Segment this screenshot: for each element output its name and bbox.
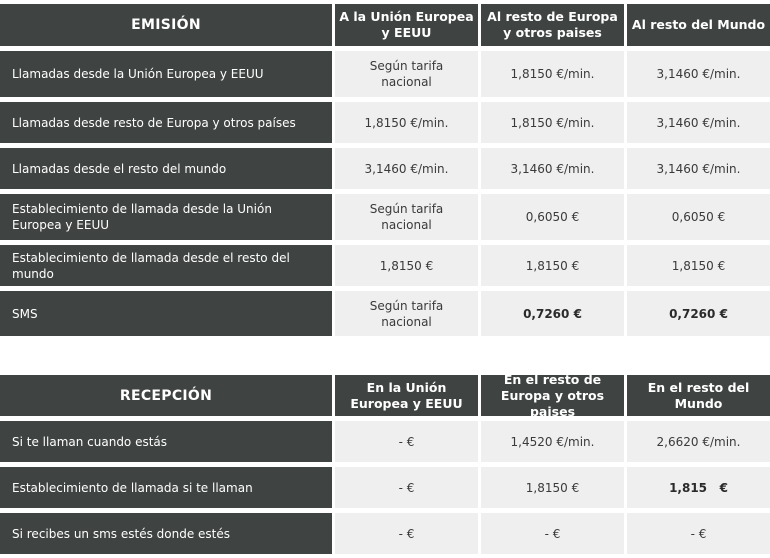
rate-cell: - € [335, 467, 478, 508]
col-header-resto-europa: En el resto de Europa y otros paises [481, 375, 624, 416]
recepcion-header: RECEPCIÓN [0, 375, 332, 416]
col-header-eu-eeuu: En la Unión Europea y EEUU [335, 375, 478, 416]
rate-cell: 1,8150 € [627, 245, 770, 286]
rate-cell: 1,815 € [627, 467, 770, 508]
rate-cell: 1,4520 €/min. [481, 421, 624, 462]
rate-cell: - € [335, 513, 478, 554]
emision-header: EMISIÓN [0, 4, 332, 46]
rate-cell: 0,6050 € [481, 194, 624, 240]
rate-cell: 1,8150 €/min. [335, 102, 478, 143]
rate-cell: 1,8150 €/min. [481, 51, 624, 97]
row-label: Si recibes un sms estés donde estés [0, 513, 332, 554]
rate-cell: 3,1460 €/min. [481, 148, 624, 189]
rate-cell: - € [627, 513, 770, 554]
rate-cell: 0,7260 € [481, 291, 624, 336]
rate-cell: 3,1460 €/min. [627, 102, 770, 143]
col-header-resto-mundo: En el resto del Mundo [627, 375, 770, 416]
recepcion-table [0, 371, 770, 554]
rate-cell: 2,6620 €/min. [627, 421, 770, 462]
rate-cell: 3,1460 €/min. [627, 148, 770, 189]
row-label: Establecimiento de llamada desde el resto del mundo [0, 245, 332, 286]
emision-table [0, 4, 770, 336]
rate-cell: 0,7260 € [627, 291, 770, 336]
col-header-resto-mundo: Al resto del Mundo [627, 4, 770, 46]
row-label: Llamadas desde resto de Europa y otros países [0, 102, 332, 143]
rate-cell: Según tarifa nacional [335, 51, 478, 97]
rate-cell: Según tarifa nacional [335, 194, 478, 240]
row-label: Llamadas desde el resto del mundo [0, 148, 332, 189]
rate-cell: 1,8150 € [481, 467, 624, 508]
rate-cell: 1,8150 € [335, 245, 478, 286]
row-label: SMS [0, 291, 332, 336]
rate-cell: 3,1460 €/min. [335, 148, 478, 189]
row-label: Establecimiento de llamada si te llaman [0, 467, 332, 508]
rate-cell: - € [481, 513, 624, 554]
col-header-resto-europa: Al resto de Europa y otros paises [481, 4, 624, 46]
rate-cell: 1,8150 €/min. [481, 102, 624, 143]
rate-cell: 1,8150 € [481, 245, 624, 286]
rate-cell: 0,6050 € [627, 194, 770, 240]
row-label: Establecimiento de llamada desde la Unión Europea y EEUU [0, 194, 332, 240]
rate-cell: - € [335, 421, 478, 462]
rate-cell: 3,1460 €/min. [627, 51, 770, 97]
row-label: Llamadas desde la Unión Europea y EEUU [0, 51, 332, 97]
rate-cell: Según tarifa nacional [335, 291, 478, 336]
col-header-eu-eeuu: A la Unión Europea y EEUU [335, 4, 478, 46]
row-label: Si te llaman cuando estás [0, 421, 332, 462]
